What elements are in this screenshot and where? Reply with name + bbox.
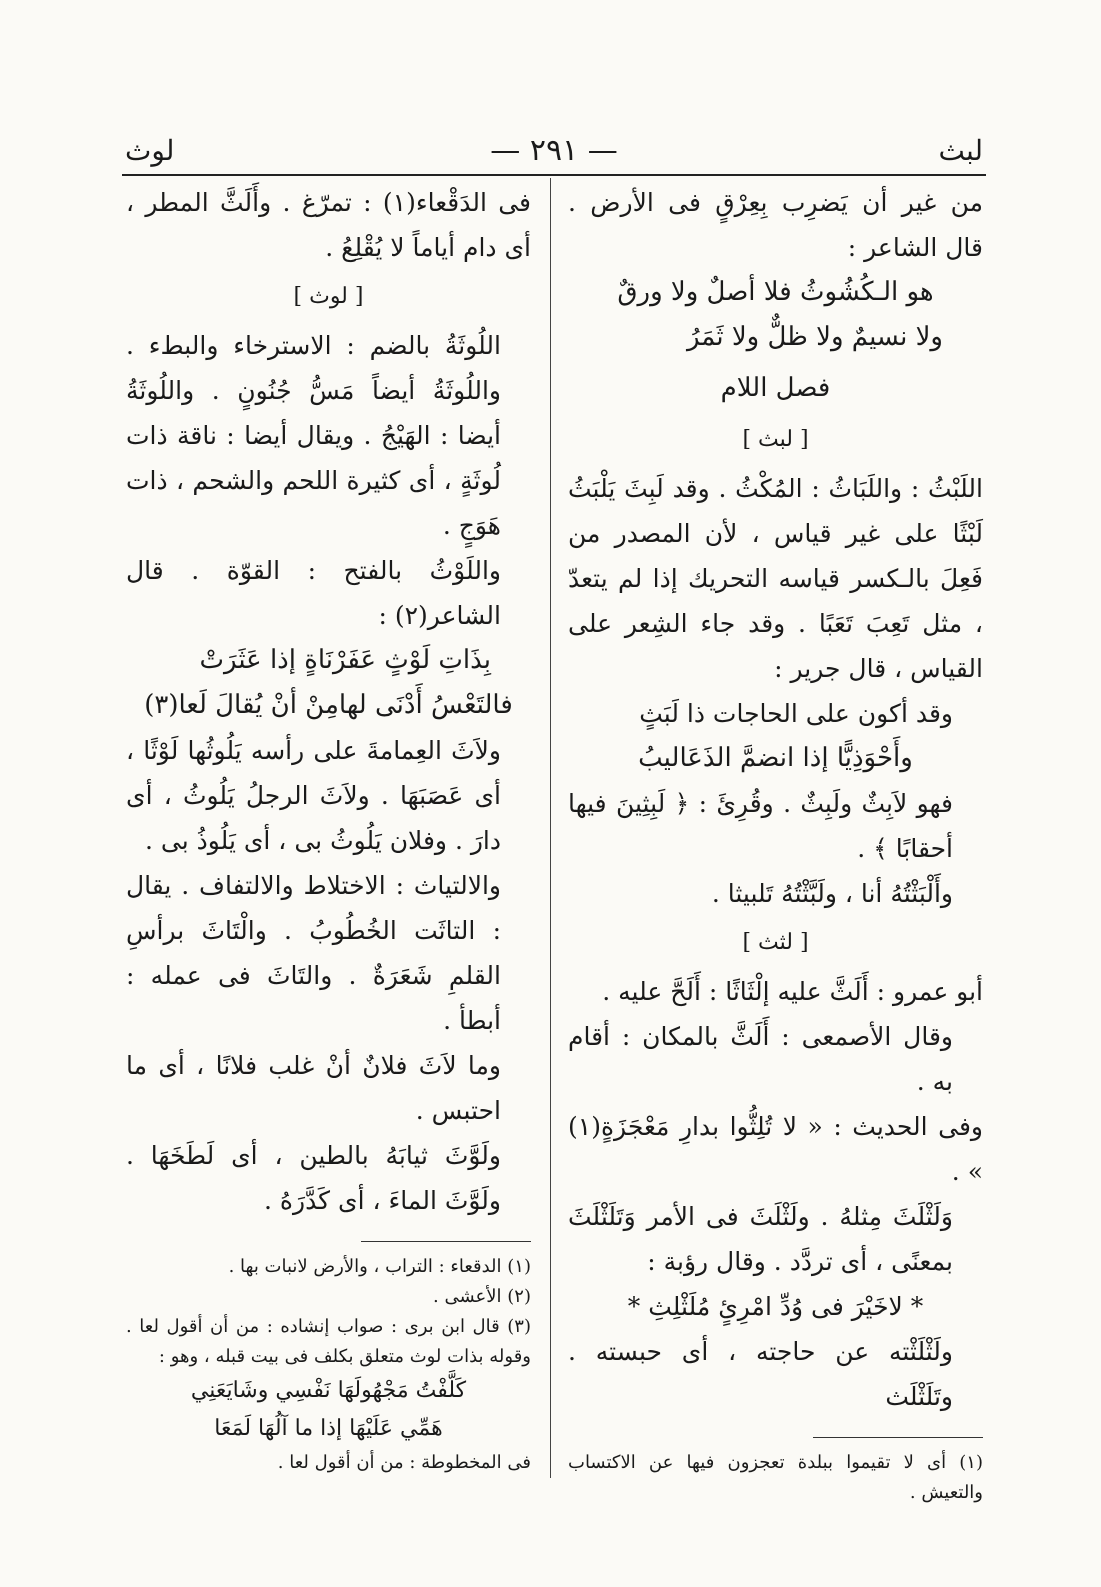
text-line: أبو عمرو : أَلَثَّ عليه إلْثَاثًا : أَلَحَّ عليه . xyxy=(602,977,983,1006)
header-rule xyxy=(122,174,986,176)
footnote-verse: كَلَّفْتُ مَجْهُولَهَا نَفْسِي وشَايَعَنِي xyxy=(190,1378,467,1403)
verse-line: وقد أكون على الحاجات ذا لَبَثٍ xyxy=(639,699,953,728)
verse-line: * لاخَيْرَ فى وُدِّ امْرِئٍ مُلَثْلِثِ * xyxy=(627,1292,924,1321)
text-line: فى الدَقْعاء(١) : تمرّغ . وأَلَثَّ المطر ، أى دام أياماً لا يُقْلِعُ . xyxy=(126,188,531,262)
footnote-rule xyxy=(361,1241,531,1242)
footnote-verse: هَمِّي عَلَيْهَا إذا ما آلُهَا لَمَعَا xyxy=(214,1416,443,1441)
column-divider xyxy=(550,178,551,1478)
footnote: (١) الدقعاء : التراب ، والأرض لانبات بها . xyxy=(228,1256,531,1277)
footnote: (٢) الأعشى . xyxy=(433,1286,531,1307)
entry-heading: [ لبث ] xyxy=(742,427,809,452)
text-line: من غير أن يَضرِب بِعِرْقٍ فى الأرض . قال الشاعر : xyxy=(568,188,983,262)
text-line: ولَثْلَثْته عن حاجته ، أى حبسته . وتَلَثْلَث xyxy=(568,1337,953,1411)
entry-heading: [ لوث ] xyxy=(293,284,364,309)
page-number: — ٢٩١ — xyxy=(490,132,618,168)
section-title: فصل اللام xyxy=(720,373,831,403)
text-line: وأَلْبَثْتُهُ أنا ، ولَبَّثْتُهُ تَلبيثا . xyxy=(711,879,953,908)
verse-line: ولا نسيمٌ ولا ظلٌّ ولا ثَمَرُ xyxy=(686,322,943,352)
text-line: وقال الأصمعى : أَلَثَّ بالمكان : أقام به . xyxy=(568,1022,953,1096)
footnote: فى المخطوطة : من أن أقول لعا . xyxy=(277,1452,531,1473)
verse-line: وأَحْوَذِيًّا إذا انضمَّ الذَعَاليبُ xyxy=(638,743,913,773)
text-line: ولَوَّثَ ثيابَهُ بالطين ، أى لَطَخَهَا . ولَوَّثَ الماءَ ، أى كَدَّرَهُ . xyxy=(126,1141,501,1215)
text-line: اللَبْثُ : واللَبَاثُ : المُكْثُ . وقد لَبِثَ يَلْبَثُ لَبْثًا على غير قياس ، لأن المصدر من فَعِلَ بالـكسر قياسه التحريك إذا لم يتعدّ ، مثل تَعِبَ تَعَبًا . وقد جاء الشِعر على القياس ، قال جرير : xyxy=(568,474,983,683)
entry-heading: [ لثث ] xyxy=(742,930,809,955)
text-line: اللُوثَةُ بالضم : الاسترخاء والبطء . واللُوثَةُ أيضاً مَسُّ جُنُونٍ . واللُوثَةُ أيضا : الهَيْجُ . ويقال أيضا : ناقة ذات لُوثَةٍ ، أى كثيرة اللحم والشحم ، ذات هَوَجٍ . xyxy=(126,331,501,540)
footnote: (١) أى لا تقيموا ببلدة تعجزون فيها عن الاكتساب والتعيش . xyxy=(568,1452,983,1503)
text-line: فهو لاَبِثٌ ولَبِثٌ . وقُرِئَ : ﴿ لَبِثِينَ فيها أحقابًا ﴾ . xyxy=(568,789,953,863)
text-line: وَلَثْلَثَ مِثلهُ . ولَثْلَثَ فى الأمر وَتَلَثْلَثَ بمعنًى ، أى تردَّد . وقال رؤبة : xyxy=(568,1202,953,1276)
left-column xyxy=(126,180,531,1478)
text-line: واللَوْثُ بالفتح : القوّة . قال الشاعر(٢) : xyxy=(126,556,501,630)
text-line: وفى الحديث : « لا تُلِثُّوا بدارِ مَعْجَزَةٍ(١) » . xyxy=(568,1112,983,1186)
verse-line: هو الـكُشُوثُ فلا أصلٌ ولا ورقٌ xyxy=(617,277,934,307)
text-line: والالتياث : الاختلاط والالتفاف . يقال : التاثَت الخُطُوبُ . والْتَاثَ برأسِ القلمِ شَعَرَةٌ . والتَاثَ فى عمله : أبطأ . xyxy=(126,871,501,1035)
text-line: وما لاَثَ فلانٌ أنْ غلب فلانًا ، أى ما احتبس . xyxy=(126,1051,501,1125)
footnote-rule xyxy=(813,1437,983,1438)
header-right-word: لبث xyxy=(938,133,983,167)
right-column xyxy=(568,180,983,1508)
header-left-word: لوث xyxy=(125,133,175,167)
footnote: (٣) قال ابن برى : صواب إنشاده : من أن أقول لعا . وقوله بذات لوث متعلق بكلف فى بيت قبله ، وهو : xyxy=(126,1316,531,1367)
text-line: ولاَثَ العِمامةَ على رأسه يَلُوثُها لَوْثًا ، أى عَصَبَهَا . ولاَثَ الرجلُ يَلُوثُ ، أى دارَ . وفلان يَلُوثُ بى ، أى يَلُوذُ بى . xyxy=(126,736,501,855)
verse-line: فالتَعْسُ أَدْنَى لهامِنْ أنْ يُقالَ لَعا(٣) xyxy=(144,690,513,720)
verse-line: بِذَاتِ لَوْثٍ عَفَرْنَاةٍ إذا عَثَرَتْ xyxy=(199,645,491,675)
page-header xyxy=(125,128,983,172)
